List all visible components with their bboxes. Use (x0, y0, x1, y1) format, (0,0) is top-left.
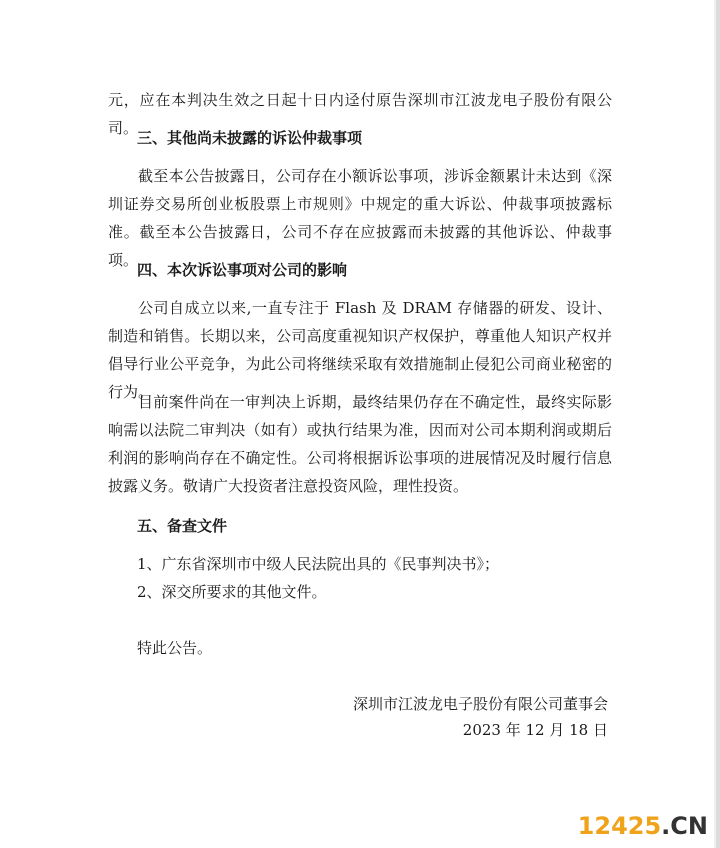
watermark-number: 12425 (577, 812, 662, 840)
section-4-body-1: 公司自成立以来,一直专注于 Flash 及 DRAM 存储器的研发、设计、制造和销售。长期以来，公司高度重视知识产权保护，尊重他人知识产权并倡导行业公平竞争，为此公司将继续采取有效措施制止侵犯公司商业秘密的行为。 (108, 299, 612, 401)
site-watermark (578, 812, 708, 840)
paragraph-continued: 元，应在本判决生效之日起十日内迳付原告深圳市江波龙电子股份有限公司。 (108, 91, 612, 137)
watermark-suffix: CN (670, 812, 708, 840)
section-5-heading: 五、备查文件 (137, 517, 228, 535)
closing-statement: 特此公告。 (137, 639, 213, 657)
signature-organization: 深圳市江波龙电子股份有限公司董事会 (352, 695, 608, 713)
page-edge-shadow (716, 0, 720, 848)
attachment-item-1: 1、广东省深圳市中级人民法院出具的《民事判决书》； (137, 555, 500, 573)
attachment-item-2: 2、深交所要求的其他文件。 (137, 583, 327, 601)
section-4-body-2: 目前案件尚在一审判决上诉期，最终结果仍存在不确定性，最终实际影响需以法院二审判决（如有）或执行结果为准，因而对公司本期利润或期后利润的影响尚存在不确定性。公司将根据诉讼事项的进展情况及时履行信息披露义务。敬请广大投资者注意投资风险，理性投资。 (108, 393, 612, 495)
section-4-heading: 四、本次诉讼事项对公司的影响 (137, 261, 348, 279)
signature-date: 2023 年 12 月 18 日 (462, 721, 608, 739)
section-3-heading: 三、其他尚未披露的诉讼仲裁事项 (137, 129, 363, 147)
section-3-body: 截至本公告披露日，公司存在小额诉讼事项，涉诉金额累计未达到《深圳证券交易所创业板股票上市规则》中规定的重大诉讼、仲裁事项披露标准。截至本公告披露日，公司不存在应披露而未披露的其他诉讼、仲裁事项。 (108, 167, 612, 269)
watermark-dot: . (661, 812, 671, 840)
